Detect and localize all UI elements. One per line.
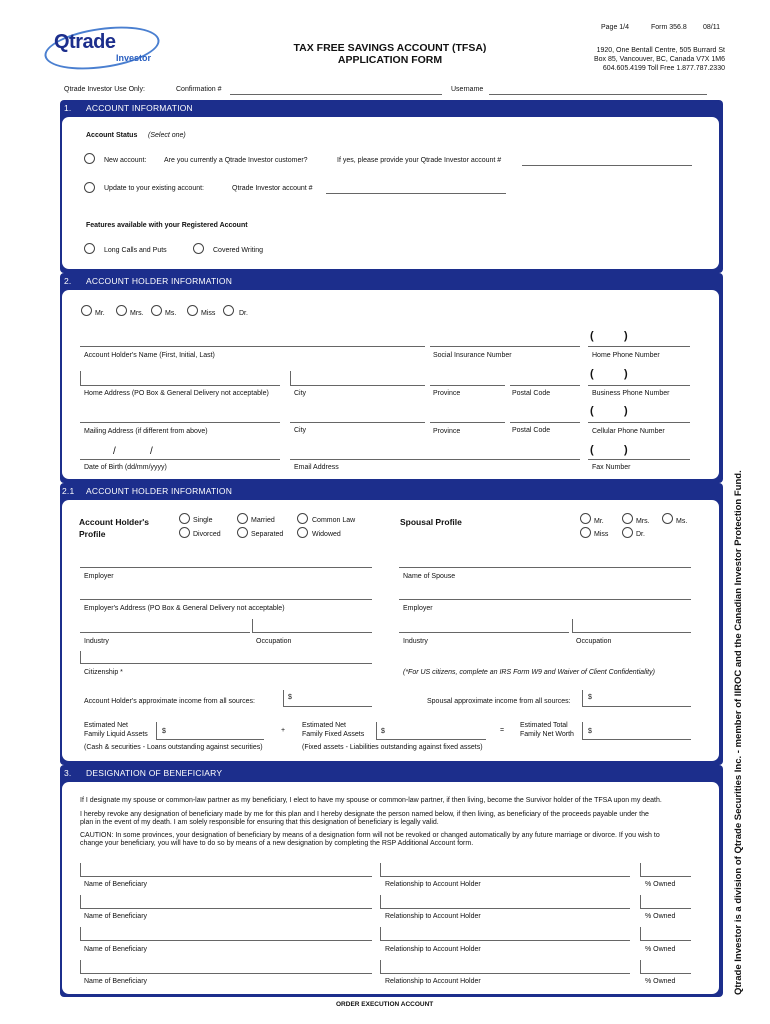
divider: [80, 371, 81, 385]
divider: [80, 960, 81, 973]
liquid-assets-note: (Cash & securities - Loans outstanding against securities): [84, 744, 263, 751]
divider: [640, 960, 641, 973]
holder-name-field[interactable]: [80, 346, 425, 347]
divider: [380, 863, 381, 876]
covered-writing-label: Covered Writing: [213, 247, 264, 254]
mailing-address-field[interactable]: [80, 422, 280, 423]
divider: [376, 722, 377, 739]
home-phone-paren-open: (: [590, 330, 594, 342]
business-phone-paren-close: ): [624, 368, 628, 380]
beneficiary-caution-b: change your beneficiary, you will have to do so by means of a new designation by completing the RSP Additional Account form.: [80, 840, 474, 847]
spouse-mrs-label: Mrs.: [636, 518, 650, 525]
divider: [380, 895, 381, 908]
beneficiary-4-name-field[interactable]: [80, 973, 372, 974]
city-2-label: City: [294, 427, 307, 434]
side-disclaimer: Qtrade Investor is a division of Qtrade Securities Inc. - member of IIROC and the Canadian Investor Protection Fund.: [733, 470, 744, 995]
spousal-income-field[interactable]: [582, 706, 691, 707]
beneficiary-para-1: If I designate my spouse or common-law partner as my beneficiary, I elect to have my spouse or common-law partner, if then living, become the Survivor holder of the TFSA upon my death.: [80, 797, 662, 804]
spouse-name-field[interactable]: [399, 567, 691, 568]
section-2-title: ACCOUNT HOLDER INFORMATION: [86, 276, 233, 286]
postal-code-label: Postal Code: [512, 390, 551, 397]
address-line-2: Box 85, Vancouver, BC, Canada V7X 1M6: [593, 56, 725, 63]
citizenship-field[interactable]: [80, 663, 372, 664]
section-1-title: ACCOUNT INFORMATION: [86, 103, 193, 113]
customer-question: Are you currently a Qtrade Investor customer?: [164, 157, 308, 164]
section-1-number: 1.: [64, 103, 72, 113]
city-2-field[interactable]: [290, 422, 425, 423]
existing-account-number-field[interactable]: [522, 165, 692, 166]
common-law-label: Common Law: [312, 517, 356, 524]
widowed-label: Widowed: [312, 531, 341, 538]
beneficiary-3-relationship-label: Relationship to Account Holder: [385, 946, 481, 953]
holder-income-dollar: $: [288, 694, 292, 701]
address-line-1: 1920, One Bentall Centre, 505 Burrard St: [596, 47, 725, 54]
spouse-dr-radio[interactable]: [622, 527, 633, 538]
logo-subword: Investor: [116, 53, 152, 63]
liquid-assets-label-2: Family Liquid Assets: [84, 731, 148, 738]
spousal-income-label: Spousal approximate income from all sources:: [427, 698, 571, 705]
divider: [640, 863, 641, 876]
spouse-industry-label: Industry: [403, 638, 428, 645]
spouse-dr-label: Dr.: [636, 531, 645, 538]
username-field[interactable]: [489, 94, 707, 95]
divider: [80, 895, 81, 908]
beneficiary-caution-a: CAUTION: In some provinces, your designation of beneficiary by means of a designation form will not be revoked or changed automatically by any future marriage or divorce. If you wish to: [80, 832, 660, 839]
plus-sign: +: [281, 727, 286, 734]
net-worth-field[interactable]: [582, 739, 691, 740]
spouse-employer-label: Employer: [403, 605, 433, 612]
beneficiary-para-2a: I hereby revoke any designation of beneficiary made by me for this plan and I hereby designate the person named below, if then living, as beneficiary of the proceeds payable under the: [80, 811, 649, 818]
salutation-mr-label: Mr.: [95, 310, 105, 317]
divider: [290, 371, 291, 385]
postal-code-field[interactable]: [510, 385, 580, 386]
fax-paren-close: ): [624, 444, 628, 456]
divider: [640, 927, 641, 940]
divider: [582, 690, 583, 706]
employer-label: Employer: [84, 573, 114, 580]
address-line-3: 604.605.4199 Toll Free 1.877.787.2330: [602, 65, 725, 72]
beneficiary-4-name-label: Name of Beneficiary: [84, 978, 148, 985]
business-phone-field[interactable]: [588, 385, 690, 386]
account-status-hint: (Select one): [148, 132, 186, 139]
divider: [640, 895, 641, 908]
spouse-miss-radio[interactable]: [580, 527, 591, 538]
salutation-ms-radio[interactable]: [151, 305, 162, 316]
liquid-assets-label-1: Estimated Net: [84, 722, 128, 729]
spouse-ms-label: Ms.: [676, 518, 688, 525]
salutation-miss-label: Miss: [201, 310, 216, 317]
fax-paren-open: (: [590, 444, 594, 456]
province-2-field[interactable]: [430, 422, 505, 423]
section-3-number: 3.: [64, 768, 72, 778]
net-worth-dollar: $: [588, 728, 592, 735]
page-number: Page 1/4: [601, 24, 630, 31]
home-phone-label: Home Phone Number: [592, 352, 660, 359]
beneficiary-2-relationship-label: Relationship to Account Holder: [385, 913, 481, 920]
spouse-mr-label: Mr.: [594, 518, 604, 525]
salutation-mrs-radio[interactable]: [116, 305, 127, 316]
divider: [80, 927, 81, 940]
separated-radio[interactable]: [237, 527, 248, 538]
section-2-number: 2.: [64, 276, 72, 286]
internal-use-label: Qtrade Investor Use Only:: [64, 86, 145, 93]
new-account-radio[interactable]: [84, 153, 95, 164]
net-worth-label-2: Family Net Worth: [520, 731, 574, 738]
confirmation-field[interactable]: [230, 94, 442, 95]
section-2-1-number: 2.1: [62, 486, 75, 496]
section-2-1-title: ACCOUNT HOLDER INFORMATION: [86, 486, 233, 496]
beneficiary-para-2b: plan in the event of my death. I am solely responsible for ensuring that this designation of beneficiary is legally valid.: [80, 819, 439, 826]
spouse-occupation-field[interactable]: [572, 632, 691, 633]
home-phone-field[interactable]: [588, 346, 690, 347]
section-2-1-panel: [62, 500, 719, 761]
province-field[interactable]: [430, 385, 505, 386]
update-account-label: Update to your existing account:: [104, 185, 205, 192]
single-label: Single: [193, 517, 213, 524]
section-3-title: DESIGNATION OF BENEFICIARY: [86, 768, 223, 778]
divider: [252, 619, 253, 632]
email-label: Email Address: [294, 464, 339, 471]
spouse-industry-field[interactable]: [399, 632, 569, 633]
beneficiary-1-pct-field[interactable]: [640, 876, 691, 877]
equals-sign: =: [500, 727, 505, 734]
logo-wordmark: Qtrade: [54, 31, 116, 53]
occupation-label: Occupation: [256, 638, 292, 645]
fixed-assets-label-2: Family Fixed Assets: [302, 731, 365, 738]
salutation-ms-label: Ms.: [165, 310, 177, 317]
cell-phone-paren-open: (: [590, 405, 594, 417]
dob-slash-1: /: [113, 446, 116, 457]
married-radio[interactable]: [237, 513, 248, 524]
account-status-label: Account Status: [86, 132, 138, 139]
long-calls-puts-radio[interactable]: [84, 243, 95, 254]
beneficiary-1-pct-label: % Owned: [645, 881, 676, 888]
occupation-field[interactable]: [252, 632, 372, 633]
beneficiary-2-relationship-field[interactable]: [380, 908, 630, 909]
divider: [283, 690, 284, 706]
fixed-assets-label-1: Estimated Net: [302, 722, 346, 729]
mailing-address-label: Mailing Address (if different from above): [84, 428, 208, 435]
postal-code-2-label: Postal Code: [512, 427, 551, 434]
spouse-miss-label: Miss: [594, 531, 609, 538]
beneficiary-2-name-label: Name of Beneficiary: [84, 913, 148, 920]
spouse-name-label: Name of Spouse: [403, 573, 456, 580]
business-phone-label: Business Phone Number: [592, 390, 670, 397]
holder-income-field[interactable]: [283, 706, 372, 707]
spousal-profile-title: Spousal Profile: [400, 517, 462, 527]
order-execution-footer: ORDER EXECUTION ACCOUNT: [336, 1001, 434, 1008]
beneficiary-2-pct-field[interactable]: [640, 908, 691, 909]
salutation-miss-radio[interactable]: [187, 305, 198, 316]
investor-account-field[interactable]: [326, 193, 506, 194]
beneficiary-3-relationship-field[interactable]: [380, 940, 630, 941]
cell-phone-label: Cellular Phone Number: [592, 428, 665, 435]
salutation-dr-label: Dr.: [239, 310, 248, 317]
spousal-income-dollar: $: [588, 694, 592, 701]
dob-label: Date of Birth (dd/mm/yyyy): [84, 464, 167, 471]
city-label: City: [294, 390, 307, 397]
long-calls-puts-label: Long Calls and Puts: [104, 247, 167, 254]
form-date-code: 08/11: [703, 24, 720, 31]
update-account-radio[interactable]: [84, 182, 95, 193]
beneficiary-1-relationship-label: Relationship to Account Holder: [385, 881, 481, 888]
home-address-label: Home Address (PO Box & General Delivery not acceptable): [84, 390, 269, 397]
separated-label: Separated: [251, 531, 284, 538]
salutation-mr-radio[interactable]: [81, 305, 92, 316]
widowed-radio[interactable]: [297, 527, 308, 538]
beneficiary-1-relationship-field[interactable]: [380, 876, 630, 877]
business-phone-paren-open: (: [590, 368, 594, 380]
postal-code-2-field[interactable]: [510, 422, 580, 423]
employer-field[interactable]: [80, 567, 372, 568]
us-citizens-note: (*For US citizens, complete an IRS Form W9 and Waiver of Client Confidentiality): [403, 669, 655, 676]
employer-address-label: Employer's Address (PO Box & General Delivery not acceptable): [84, 605, 285, 612]
beneficiary-4-pct-label: % Owned: [645, 978, 676, 985]
form-subtitle: APPLICATION FORM: [337, 54, 443, 66]
married-label: Married: [251, 517, 275, 524]
beneficiary-3-name-label: Name of Beneficiary: [84, 946, 148, 953]
beneficiary-2-name-field[interactable]: [80, 908, 372, 909]
fixed-assets-note: (Fixed assets - Liabilities outstanding against fixed assets): [302, 744, 483, 751]
form-number: Form 356.8: [651, 24, 687, 31]
divorced-radio[interactable]: [179, 527, 190, 538]
net-worth-label-1: Estimated Total: [520, 722, 568, 729]
liquid-assets-dollar: $: [162, 728, 166, 735]
beneficiary-4-relationship-label: Relationship to Account Holder: [385, 978, 481, 985]
fax-field[interactable]: [588, 459, 690, 460]
divider: [80, 651, 81, 663]
spouse-occupation-label: Occupation: [576, 638, 612, 645]
cell-phone-field[interactable]: [588, 422, 690, 423]
fax-label: Fax Number: [592, 464, 631, 471]
spouse-mrs-radio[interactable]: [622, 513, 633, 524]
covered-writing-radio[interactable]: [193, 243, 204, 254]
sin-field[interactable]: [430, 346, 580, 347]
spouse-ms-radio[interactable]: [662, 513, 673, 524]
holder-name-label: Account Holder's Name (First, Initial, Last): [84, 352, 215, 359]
common-law-radio[interactable]: [297, 513, 308, 524]
province-label: Province: [433, 390, 461, 397]
city-field[interactable]: [290, 385, 425, 386]
home-phone-paren-close: ): [624, 330, 628, 342]
confirmation-label: Confirmation #: [176, 86, 222, 93]
province-2-label: Province: [433, 428, 461, 435]
sin-label: Social Insurance Number: [433, 352, 512, 359]
industry-field[interactable]: [80, 632, 250, 633]
beneficiary-3-pct-field[interactable]: [640, 940, 691, 941]
if-yes-account-label: If yes, please provide your Qtrade Investor account #: [337, 157, 502, 164]
username-label: Username: [451, 86, 484, 93]
divider: [380, 960, 381, 973]
investor-account-label: Qtrade Investor account #: [232, 185, 313, 192]
single-radio[interactable]: [179, 513, 190, 524]
citizenship-label: Citizenship *: [84, 669, 123, 676]
cell-phone-paren-close: ): [624, 405, 628, 417]
email-field[interactable]: [290, 459, 580, 460]
divider: [380, 927, 381, 940]
salutation-dr-radio[interactable]: [223, 305, 234, 316]
holder-profile-title-2: Profile: [79, 529, 106, 539]
holder-profile-title: Account Holder's: [79, 517, 150, 527]
industry-label: Industry: [84, 638, 109, 645]
divorced-label: Divorced: [193, 531, 221, 538]
new-account-label: New account:: [104, 157, 147, 164]
dob-field[interactable]: [80, 459, 280, 460]
salutation-mrs-label: Mrs.: [130, 310, 144, 317]
dob-slash-2: /: [150, 446, 153, 457]
form-title: TAX FREE SAVINGS ACCOUNT (TFSA): [293, 42, 487, 54]
beneficiary-1-name-field[interactable]: [80, 876, 372, 877]
holder-income-label: Account Holder's approximate income from all sources:: [84, 698, 255, 705]
beneficiary-1-name-label: Name of Beneficiary: [84, 881, 148, 888]
divider: [572, 619, 573, 632]
divider: [80, 863, 81, 876]
spouse-mr-radio[interactable]: [580, 513, 591, 524]
divider: [582, 722, 583, 739]
features-label: Features available with your Registered Account: [86, 222, 248, 229]
beneficiary-2-pct-label: % Owned: [645, 913, 676, 920]
employer-address-field[interactable]: [80, 599, 372, 600]
beneficiary-3-pct-label: % Owned: [645, 946, 676, 953]
beneficiary-3-name-field[interactable]: [80, 940, 372, 941]
fixed-assets-field[interactable]: [376, 739, 486, 740]
beneficiary-4-relationship-field[interactable]: [380, 973, 630, 974]
divider: [156, 722, 157, 739]
home-address-field[interactable]: [80, 385, 280, 386]
liquid-assets-field[interactable]: [156, 739, 264, 740]
spouse-employer-field[interactable]: [399, 599, 691, 600]
beneficiary-4-pct-field[interactable]: [640, 973, 691, 974]
fixed-assets-dollar: $: [381, 728, 385, 735]
